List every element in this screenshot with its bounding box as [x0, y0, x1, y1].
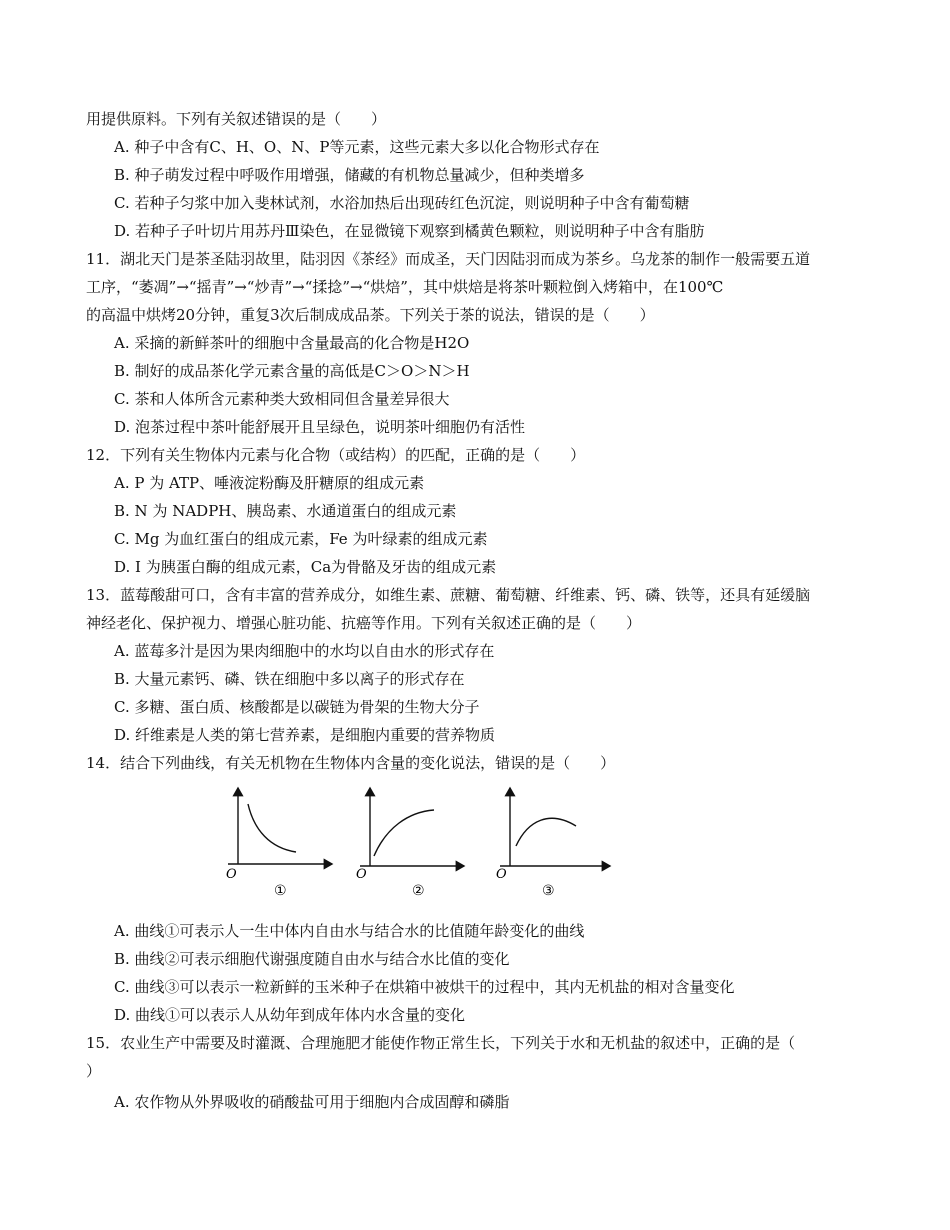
- curve-graph-2: [356, 788, 464, 899]
- q10-option-a: A. 种子中含有C、H、O、N、P等元素，这些元素大多以化合物形式存在: [114, 138, 600, 156]
- q14-stem: 14．结合下列曲线，有关无机物在生物体内含量的变化说法，错误的是（ ）: [86, 754, 616, 772]
- q13-stem-line-1: 13．蓝莓酸甜可口，含有丰富的营养成分，如维生素、蔗糖、葡萄糖、纤维素、钙、磷、铁等，还具有延缓脑: [86, 586, 811, 604]
- q13-option-c: C. 多糖、蛋白质、核酸都是以碳链为骨架的生物大分子: [114, 698, 480, 716]
- q13-option-b: B. 大量元素钙、磷、铁在细胞中多以离子的形式存在: [114, 670, 465, 688]
- q12-stem: 12．下列有关生物体内元素与化合物（或结构）的匹配，正确的是（ ）: [86, 446, 586, 464]
- q11-option-b: B. 制好的成品茶化学元素含量的高低是C＞O＞N＞H: [114, 362, 470, 380]
- q10-option-d: D. 若种子子叶切片用苏丹Ⅲ染色，在显微镜下观察到橘黄色颗粒，则说明种子中含有脂肪: [114, 222, 705, 240]
- graph-3-label: ③: [542, 883, 555, 899]
- q14-curve-figures: [222, 782, 614, 902]
- q14-option-a: A. 曲线①可表示人一生中体内自由水与结合水的比值随年龄变化的曲线: [114, 922, 585, 940]
- q11-stem-line-3: 的高温中烘烤20分钟，重复3次后制成成品茶。下列关于茶的说法，错误的是（ ）: [86, 306, 655, 324]
- graph-1-origin-label: O: [226, 867, 237, 882]
- q14-option-d: D. 曲线①可以表示人从幼年到成年体内水含量的变化: [114, 1006, 466, 1024]
- curve-graph-3: [496, 788, 610, 899]
- q12-option-c: C. Mg 为血红蛋白的组成元素，Fe 为叶绿素的组成元素: [114, 530, 488, 548]
- q15-stem-line-1: 15．农业生产中需要及时灌溉、合理施肥才能使作物正常生长，下列关于水和无机盐的叙述中，正确的是（: [86, 1034, 796, 1052]
- q11-option-c: C. 茶和人体所含元素种类大致相同但含量差异很大: [114, 390, 450, 408]
- graph-2-origin-label: O: [356, 867, 367, 882]
- graph-1-curve: [248, 804, 296, 852]
- q12-option-a: A. P 为 ATP、唾液淀粉酶及肝糖原的组成元素: [114, 474, 425, 492]
- q13-stem-line-2: 神经老化、保护视力、增强心脏功能、抗癌等作用。下列有关叙述正确的是（ ）: [86, 614, 642, 632]
- q11-stem-line-2: 工序，“萎凋”→“摇青”→“炒青”→“揉捻”→“烘焙”，其中烘焙是将茶叶颗粒倒入烤箱中，在100℃: [86, 278, 724, 296]
- curve-graph-1: [226, 788, 332, 899]
- q11-option-d: D. 泡茶过程中茶叶能舒展开且呈绿色，说明茶叶细胞仍有活性: [114, 418, 526, 436]
- q10-option-c: C. 若种子匀浆中加入斐林试剂，水浴加热后出现砖红色沉淀，则说明种子中含有葡萄糖: [114, 194, 690, 212]
- graph-3-origin-label: O: [496, 867, 507, 882]
- q14-option-c: C. 曲线③可以表示一粒新鲜的玉米种子在烘箱中被烘干的过程中，其内无机盐的相对含量变化: [114, 978, 735, 996]
- q10-stem-tail: 用提供原料。下列有关叙述错误的是（ ）: [86, 110, 387, 128]
- q12-option-b: B. N 为 NADPH、胰岛素、水通道蛋白的组成元素: [114, 502, 457, 520]
- q13-option-d: D. 纤维素是人类的第七营养素，是细胞内重要的营养物质: [114, 726, 496, 744]
- q10-option-b: B. 种子萌发过程中呼吸作用增强，储藏的有机物总量减少，但种类增多: [114, 166, 585, 184]
- q12-option-d: D. I 为胰蛋白酶的组成元素，Ca为骨骼及牙齿的组成元素: [114, 558, 497, 576]
- q15-stem-line-2: ）: [86, 1062, 102, 1080]
- q14-option-b: B. 曲线②可表示细胞代谢强度随自由水与结合水比值的变化: [114, 950, 510, 968]
- q11-stem-line-1: 11．湖北天门是茶圣陆羽故里，陆羽因《茶经》而成圣，天门因陆羽而成为茶乡。乌龙茶的制作一般需要五道: [86, 250, 811, 268]
- q11-option-a: A. 采摘的新鲜茶叶的细胞中含量最高的化合物是H2O: [114, 334, 470, 352]
- graph-1-label: ①: [274, 883, 287, 899]
- q13-option-a: A. 蓝莓多汁是因为果肉细胞中的水均以自由水的形式存在: [114, 642, 495, 660]
- graph-3-curve: [516, 818, 576, 846]
- q15-option-a: A. 农作物从外界吸收的硝酸盐可用于细胞内合成固醇和磷脂: [114, 1093, 510, 1111]
- graph-2-curve: [374, 810, 434, 856]
- graph-2-label: ②: [412, 883, 425, 899]
